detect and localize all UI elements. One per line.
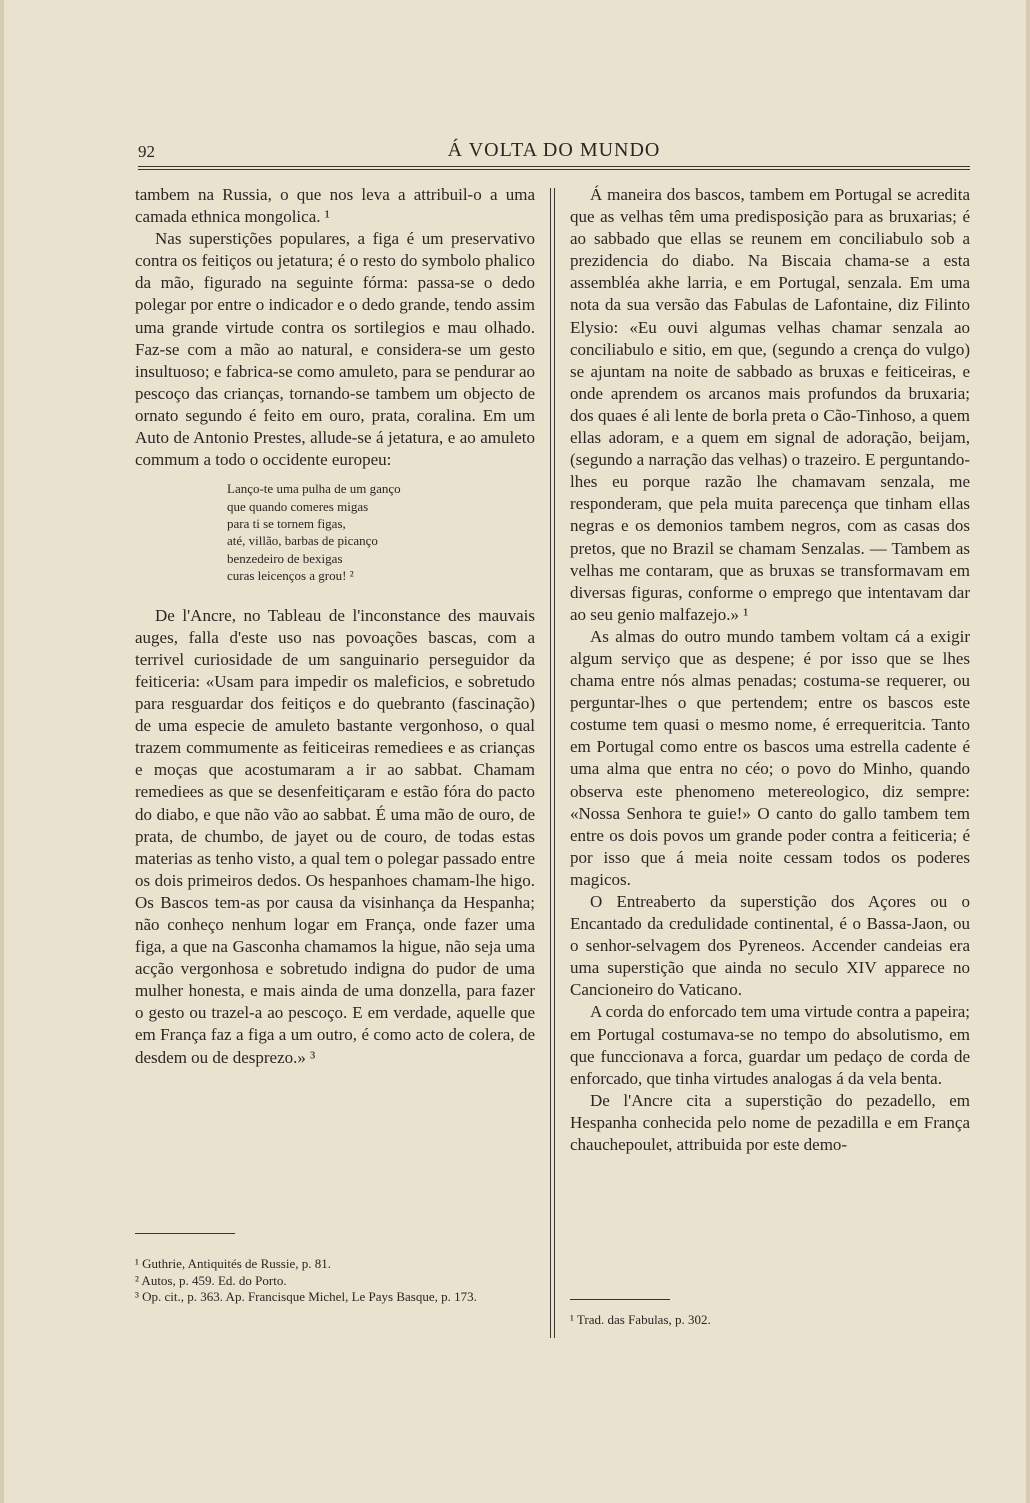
right-paragraph-1: Á maneira dos bascos, tambem em Portugal se acredita que as velhas têm uma predisposição para as bruxarias; é ao sabbado que ellas se reunem em conciliabulo sob a prezidencia do diabo. Na Biscaia chama-se a esta assembléa akhe larria, e em Portugal, senzala. Em uma nota da sua versão das Fabulas de Lafontaine, diz Filinto Elysio: «Eu ouvi algumas velhas chamar senzala ao conciliabulo e sitio, em que, (segundo a crença do vulgo) se ajuntam na noite de sabbado as bruxas e feiticeiras, e onde aprendem os arcanos mais profundos da bruxaria; dos quaes é ali lente de borla preta o Cão-Tinhoso, a quem ellas adoram, e a quem em signal de adoração, beijam, (segundo a narração das velhas) o trazeiro. E perguntando-lhes eu porque razão lhe chamavam senzala, me responderam, que pela muita parecença que tinham ellas negras e os demonios tambem negros, com as casas dos pretos, que no Brazil se chamam Senzalas. — Tambem as velhas me contaram, que as bruxas se transformavam em diversas figuras, conforme o emprego que intentavam dar ao seu genio malfazejo.» ¹ — [570, 185, 970, 624]
verse-line: até, villão, barbas de picanço — [227, 533, 378, 549]
right-column — [570, 184, 970, 1156]
right-footnotes — [570, 1312, 970, 1329]
verse-line: benzedeiro de bexigas — [227, 550, 343, 566]
left-paragraph-2: Nas superstições populares, a figa é um preservativo contra os feitiços ou jetatura; é o resto do symbolo phalico da mão, figurado na seguinte fórma: passa-se o dedo polegar por entre o indicador e o dedo grande, tendo assim uma grande virtude contra os sortilegios e mau olhado. Faz-se com a mão ao natural, e considera-se um gesto insultuoso; e fabrica-se como amuleto, para se pendurar ao pescoço das crianças, tornando-se tambem um objecto de ornato segundo é feito em ouro, prata, coralina. Em um Auto de Antonio Prestes, allude-se á jetatura, e ao amuleto commum a todo o occidente europeu: — [135, 229, 535, 470]
right-paragraph-2: As almas do outro mundo tambem voltam cá a exigir algum serviço que as despene; é por isso que se lhes chama entre nós almas penadas; costuma-se requerer, ou perguntar-lhes o que pertendem; entre os bascos este costume tem quasi o mesmo nome, é errequeritcia. Tanto em Portugal como entre os bascos uma estrella cadente é uma alma que entra no céo; o povo do Minho, quando observa este phenomeno metereologico, diz sempre: «Nossa Senhora te guie!» O canto do gallo tambem tem entre os dois povos um grande poder contra a feiticeria; é por isso que á meia noite cessam todos os poderes magicos. — [570, 626, 970, 889]
verse-line: curas leicenços a grou! ² — [227, 568, 354, 584]
page-header — [138, 138, 970, 168]
left-footnotes — [135, 1256, 535, 1306]
verse-line: Lanço-te uma pulha de um ganço — [227, 481, 401, 497]
verse-quote — [227, 480, 535, 584]
verse-line: que quando comeres migas — [227, 498, 369, 514]
left-column — [135, 184, 535, 1069]
running-title: Á VOLTA DO MUNDO — [447, 139, 661, 161]
column-separator — [550, 188, 551, 1338]
right-paragraph-5: De l'Ancre cita a superstição do pezadello, em Hespanha conhecida pelo nome de pezadilla e em França chauchepoulet, attribuida por este demo- — [570, 1090, 970, 1155]
left-paragraph-1: tambem na Russia, o que nos leva a attribuil-o a uma camada ethnica mongolica. ¹ — [135, 185, 535, 227]
header-rule — [138, 166, 970, 167]
footnote: ² Autos, p. 459. Ed. do Porto. — [135, 1272, 287, 1288]
verse-line: para ti se tornem figas, — [227, 516, 346, 532]
page-edge-left — [0, 0, 4, 1503]
page-number: 92 — [138, 142, 155, 161]
column-separator-double — [554, 188, 555, 1338]
footnote-rule-right — [570, 1299, 670, 1300]
right-paragraph-3: O Entreaberto da superstição dos Açores ou o Encantado da credulidade continental, é o Bassa-Jaon, ou o senhor-selvagem dos Pyreneos. Accender candeias era uma superstição que ainda no seculo XIV apparece no Cancioneiro do Vaticano. — [570, 892, 970, 1000]
footnote: ¹ Trad. das Fabulas, p. 302. — [570, 1312, 711, 1327]
footnote: ¹ Guthrie, Antiquités de Russie, p. 81. — [135, 1256, 331, 1271]
footnote: ³ Op. cit., p. 363. Ap. Francisque Michel, Le Pays Basque, p. 173. — [135, 1289, 477, 1304]
footnote-rule-left — [135, 1233, 235, 1234]
left-paragraph-3: De l'Ancre, no Tableau de l'inconstance des mauvais auges, falla d'este uso nas povoações bascas, com a terrivel curiosidade de um sanguinario perseguidor da feiticeria: «Usam para impedir os maleficios, e sobretudo para resguardar dos feitiços e do quebranto (fascinação) de uma especie de amuleto bastante vergonhoso, o qual trazem commumente as feiticeiras remediees e as crianças e moças que acostumaram a ir ao sabbat. Chamam remediees as que se desenfeitiçaram e estão fóra do pacto do diabo, e que não vão ao sabbat. É uma mão de ouro, de prata, de chumbo, de jayet ou de couro, de todas estas materias as tenho visto, a qual tem o polegar passado entre os dois primeiros dedos. Os hespanhoes chamam-lhe higo. Os Bascos tem-as por causa da visinhança da Hespanha; não conheço nenhum logar em França, onde fazer uma figa, a que na Gasconha chamamos la higue, não seja uma acção vergonhosa e sobretudo indigna do pudor de uma mulher honesta, e mais ainda de uma donzella, para fazer o gesto ou trazel-a ao pescoço. E em verdade, aquelle que em França faz a figa a um outro, é como acto de colera, de desdem ou de desprezo.» ³ — [135, 605, 535, 1067]
header-rule-double — [138, 169, 970, 170]
page-edge-right — [1026, 0, 1030, 1503]
right-paragraph-4: A corda do enforcado tem uma virtude contra a papeira; em Portugal costumava-se no tempo do absolutismo, em que funccionava a forca, guardar um pedaço de corda de enforcado, que tinha virtudes analogas á da vela benta. — [570, 1002, 970, 1088]
